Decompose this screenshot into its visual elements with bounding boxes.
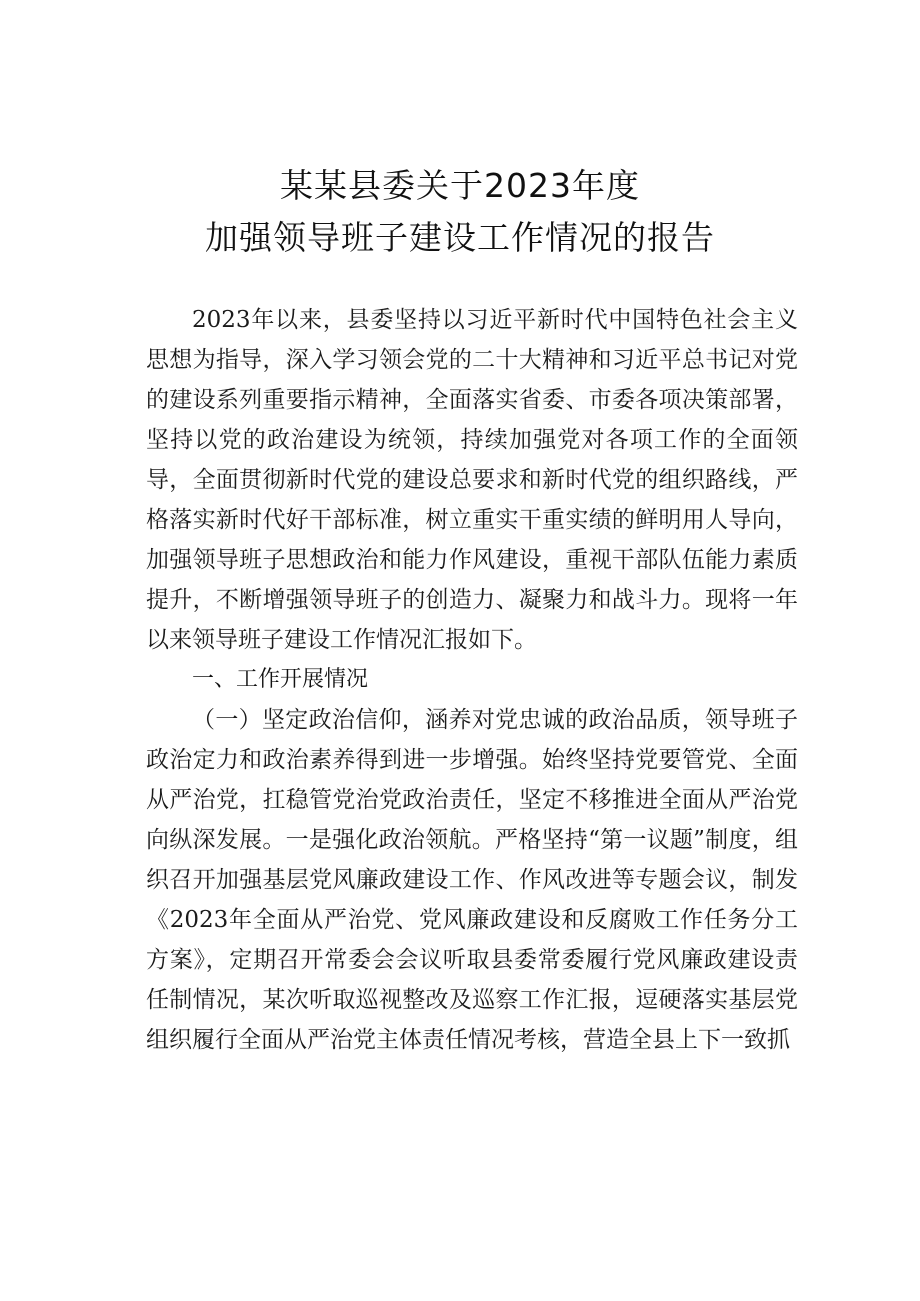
section1-paragraph: （一）坚定政治信仰，涵养对党忠诚的政治品质，领导班子政治定力和政治素养得到进一步增强。始终坚持党要管党、全面从严治党，扛稳管党治党政治责任，坚定不移推进全面从严治党向纵深发展。一是强化政治领航。严格坚持“第一议题”制度，组织召开加强基层党风廉政建设工作、作风改进等专题会议，制发《2023年全面从严治党、党风廉政建设和反腐败工作任务分工方案》，定期召开常委会会议听取县委常委履行党风廉政建设责任制情况，某次听取巡视整改及巡察工作汇报，逗硬落实基层党组织履行全面从严治党主体责任情况考核，营造全县上下一致抓 [146,707,798,1053]
section-heading-work-progress: 一、工作开展情况 [192,667,369,692]
intro-paragraph: 2023年以来，县委坚持以习近平新时代中国特色社会主义思想为指导，深入学习领会党的二十大精神和习近平总书记对党的建设系列重要指示精神，全面落实省委、市委各项决策部署，坚持以党的政治建设为统领，持续加强党对各项工作的全面领导，全面贯彻新时代党的建设总要求和新时代党的组织路线，严格落实新时代好干部标准，树立重实干重实绩的鲜明用人导向，加强领导班子思想政治和能力作风建设，重视干部队伍能力素质提升，不断增强领导班子的创造力、凝聚力和战斗力。现将一年以来领导班子建设工作情况汇报如下。 [146,307,798,653]
document-body [146,300,798,1060]
title-line-2: 加强领导班子建设工作情况的报告 [205,218,715,257]
document-title [0,160,920,264]
title-line-1: 某某县委关于2023年度 [280,166,640,205]
